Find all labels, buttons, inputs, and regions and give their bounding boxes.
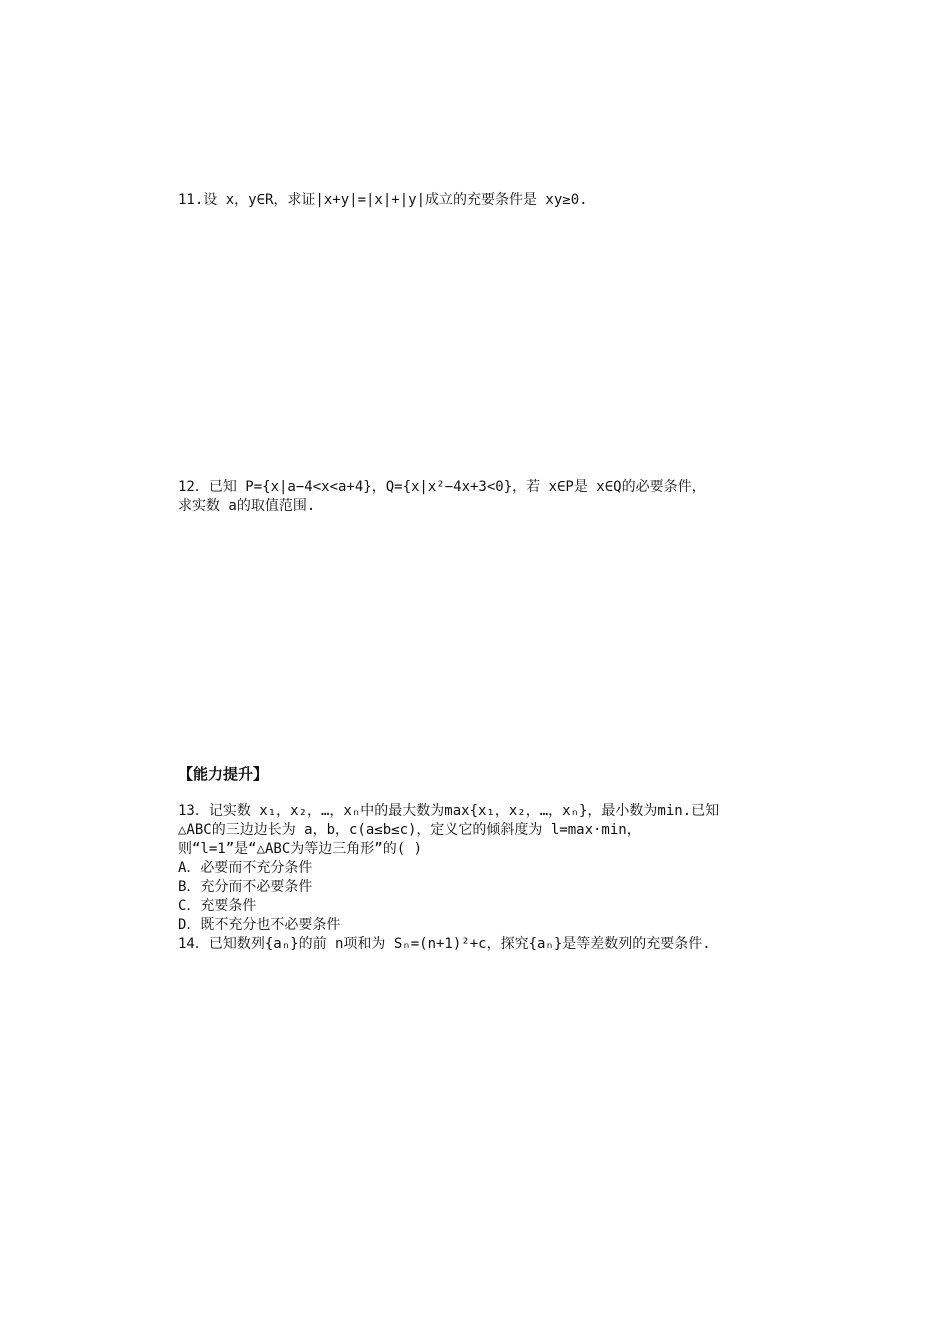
option-a: A．必要而不充分条件 xyxy=(178,860,313,876)
question-13-text-line-1: 13．记实数 x₁，x₂，…，xₙ中的最大数为max{x₁，x₂，…，xₙ}，最小数为min.已知 xyxy=(178,803,720,819)
option-c: C．充要条件 xyxy=(178,898,257,914)
question-13-text-line-3: 则“l=1”是“△ABC为等边三角形”的( ) xyxy=(178,841,423,857)
question-14-text: 14．已知数列{aₙ}的前 n项和为 Sₙ=(n+1)²+c，探究{aₙ}是等差数列的充要条件. xyxy=(178,936,711,952)
option-b: B．充分而不必要条件 xyxy=(178,879,313,895)
question-13-text-line-2: △ABC的三边边长为 a，b，c(a≤b≤c)，定义它的倾斜度为 l=max·min， xyxy=(178,822,641,838)
option-d: D．既不充分也不必要条件 xyxy=(178,917,341,933)
question-12-text-line-1: 12．已知 P={x|a−4<x<a+4}，Q={x|x²−4x+3<0}，若 x∈P是 x∈Q的必要条件， xyxy=(178,479,706,495)
question-11-text: 11.设 x，y∈R，求证|x+y|=|x|+|y|成立的充要条件是 xy≥0. xyxy=(178,192,588,208)
section-heading: 【能力提升】 xyxy=(178,765,269,783)
question-12-text-line-2: 求实数 a的取值范围. xyxy=(178,498,316,514)
